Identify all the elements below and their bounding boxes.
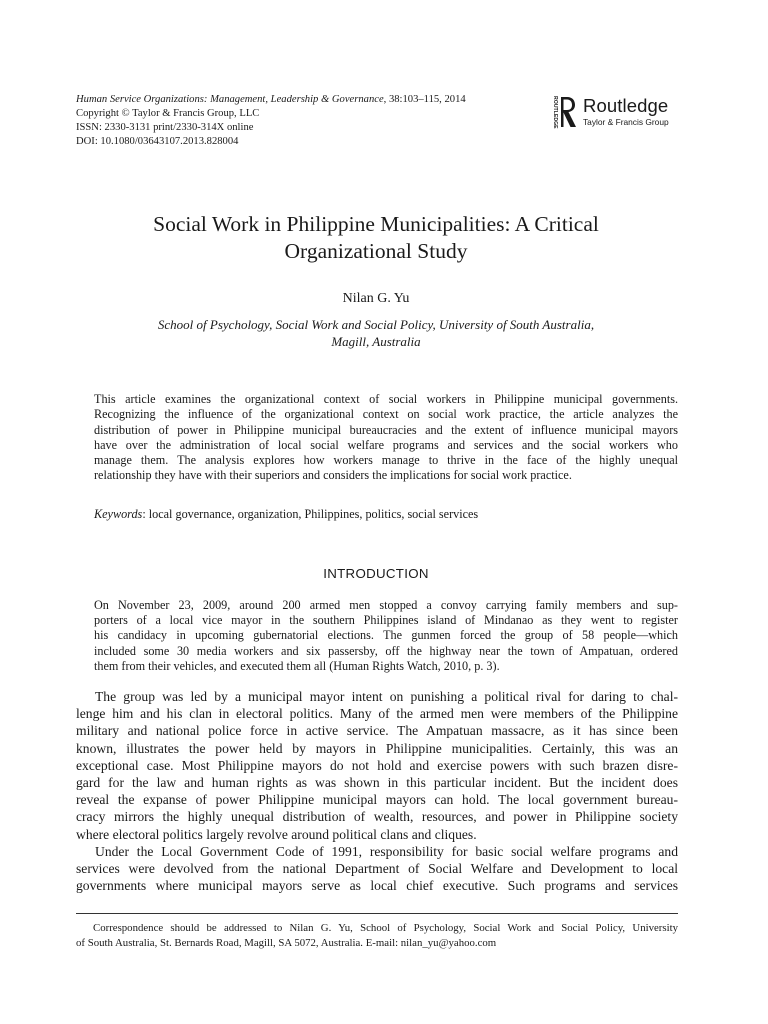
- abstract-line: Recognizing the influence of the organizational context on social work practice, the article analyzes the: [94, 407, 678, 422]
- body-line: known, illustrates the power held by mayors in Philippine municipalities. Certainly, this was an: [76, 740, 678, 756]
- article-title: [96, 211, 656, 265]
- quote-line: them from their vehicles, and executed them all (Human Rights Watch, 2010, p. 3).: [94, 658, 500, 673]
- body-line: Under the Local Government Code of 1991, responsibility for basic social welfare programs and: [95, 843, 678, 859]
- section-heading: INTRODUCTION: [323, 566, 429, 581]
- footnote-line: Correspondence should be addressed to Nilan G. Yu, School of Psychology, Social Work and Social Policy, University: [93, 922, 678, 934]
- quote-line: On November 23, 2009, around 200 armed men stopped a convoy carrying family members and sup-: [94, 598, 678, 612]
- quote-line: porters of a local vice mayor in the southern Philippines island of Mindanao as they went to register: [94, 613, 678, 628]
- publisher-group: Taylor & Francis Group: [583, 117, 669, 127]
- affiliation-line: School of Psychology, Social Work and Social Policy, University of South Australia,: [157, 317, 595, 332]
- body-line: military and national police force in active service. The Ampatuan massacre, as it has since been: [76, 723, 678, 739]
- journal-citation: [76, 93, 546, 107]
- body-line: reveal the expanse of power Philippine municipal mayors can hold. The local government bureau-: [76, 792, 678, 808]
- correspondence-footnote: [76, 921, 678, 950]
- publisher-logo: [550, 92, 690, 132]
- body-line: The group was led by a municipal mayor intent on punishing a political rival for daring to chal-: [95, 689, 678, 704]
- title-line: Social Work in Philippine Municipalities: A Critical: [153, 212, 599, 236]
- body-line: gard for the law and human rights as was shown in this particular incident. But the incident does: [76, 775, 678, 791]
- keywords-list: : local governance, organization, Philippines, politics, social services: [142, 507, 479, 521]
- body-text: [76, 688, 678, 894]
- body-line: governments where municipal mayors serve as local chief executive. Such programs and services: [76, 878, 678, 894]
- journal-name: Human Service Organizations: Management, Leadership & Governance: [76, 94, 384, 105]
- body-line: cracy mirrors the highly unequal distribution of wealth, resources, and power in Philippine society: [76, 809, 678, 825]
- footnote-divider: [76, 913, 678, 914]
- abstract-line: manage them. The analysis explores how workers manage to thrive in the face of the highly unequal: [94, 453, 678, 468]
- journal-volume: , 38:103–115, 2014: [383, 94, 466, 105]
- title-line: Organizational Study: [284, 239, 468, 263]
- body-line: lenge him and his clan in electoral politics. Many of the armed men were members of the Philippine: [76, 706, 678, 722]
- routledge-mark-icon: [550, 95, 578, 129]
- affiliation-line: Magill, Australia: [331, 334, 421, 349]
- doi-line: DOI: 10.1080/03643107.2013.828004: [76, 136, 239, 147]
- keywords-label: Keywords: [94, 507, 143, 521]
- keywords: [94, 507, 678, 522]
- svg-text:ROUTLEDGE: ROUTLEDGE: [552, 96, 558, 129]
- author-affiliation: [96, 316, 656, 350]
- journal-citation-block: [76, 93, 546, 149]
- author-name: Nilan G. Yu: [342, 291, 410, 306]
- abstract-line: have over the administration of local social welfare programs and services and the social workers who: [94, 437, 678, 452]
- abstract-line: distribution of power in Philippine municipal bureaucracies and the extent of influence municipal mayors: [94, 422, 678, 437]
- issn-line: ISSN: 2330-3131 print/2330-314X online: [76, 122, 254, 133]
- abstract: [94, 392, 678, 484]
- body-line: where electoral politics largely revolve around political clans and cliques.: [76, 826, 477, 842]
- copyright-line: Copyright © Taylor & Francis Group, LLC: [76, 108, 260, 119]
- block-quote: [94, 598, 678, 674]
- publisher-name: Routledge: [583, 95, 669, 116]
- abstract-line: This article examines the organizational context of social workers in Philippine municipal governments.: [94, 392, 678, 406]
- abstract-line: relationship they have with their superiors and considers the implications for social work practice.: [94, 468, 572, 483]
- body-line: exceptional case. Most Philippine mayors do not hold and exercise powers with such brazen disre-: [76, 757, 678, 773]
- quote-line: included some 30 media workers and six passersby, off the highway near the town of Ampatuan, ordered: [94, 643, 678, 658]
- footnote-line: of South Australia, St. Bernards Road, Magill, SA 5072, Australia. E-mail: nilan_yu@yahoo.com: [76, 936, 497, 949]
- quote-line: his candidacy in upcoming gubernatorial elections. The gunmen forced the group of 58 people—which: [94, 628, 678, 643]
- body-line: services were devolved from the national Department of Social Welfare and Development to local: [76, 861, 678, 877]
